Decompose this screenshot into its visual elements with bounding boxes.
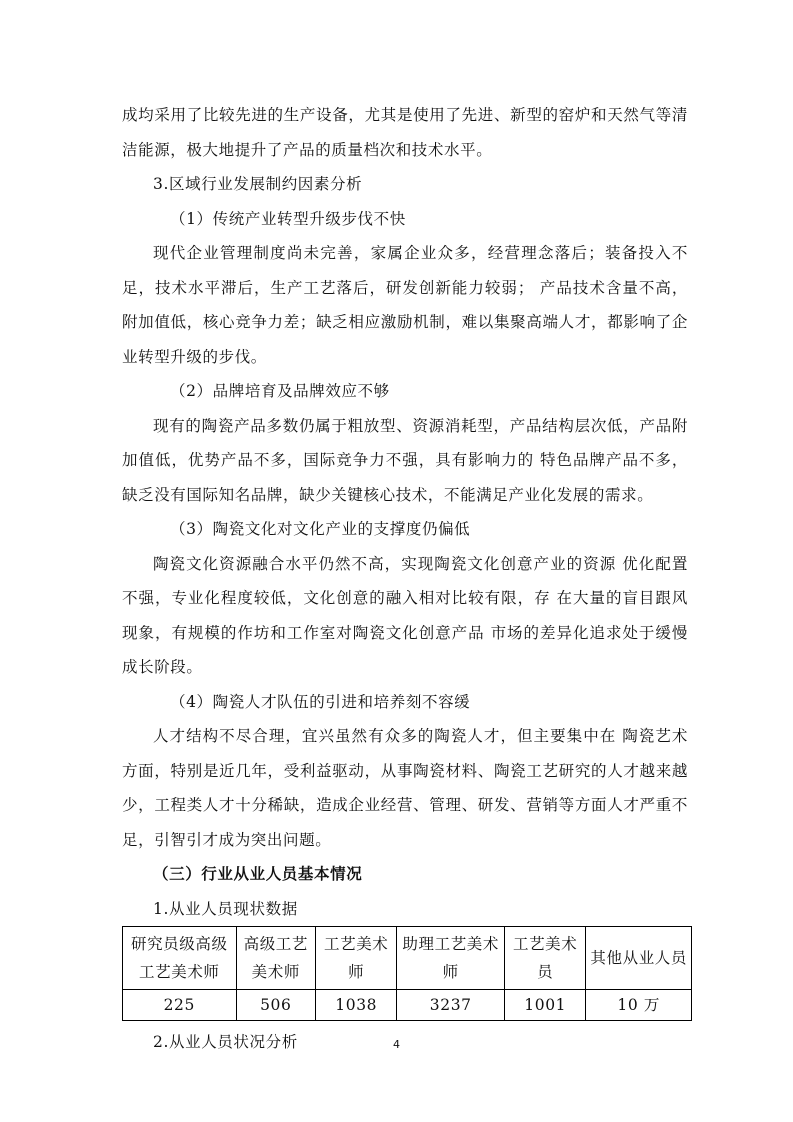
table-header-cell: 工艺美术员 — [504, 927, 585, 990]
page-content — [122, 98, 688, 1060]
paragraph-brand: 现有的陶瓷产品多数仍属于粗放型、资源消耗型，产品结构层次低，产品附加值低，优势产品不多，国际竞争力不强，具有影响力的 特色品牌产品不多，缺乏没有国际知名品牌，缺少关键核心技术，不能满足产业化发展的需求。 — [122, 416, 688, 504]
table-value-cell: 3237 — [397, 990, 505, 1021]
paragraph-transformation: 现代企业管理制度尚未完善，家属企业众多，经营理念落后；装备投入不足，技术水平滞后，生产工艺落后，研发创新能力较弱； 产品技术含量不高，附加值低，核心竞争力差；缺乏相应激励机制，难以集聚高端人才，都影响了企业转型升级的步伐。 — [122, 244, 688, 366]
table-row — [123, 990, 692, 1021]
paragraph-culture: 陶瓷文化资源融合水平仍然不高，实现陶瓷文化创意产业的资源 优化配置不强，专业化程度较低，文化创意的融入相对比较有限，存 在大量的盲目跟风现象，有规模的作坊和工作室对陶瓷文化创意产品 市场的差异化追求处于缓慢成长阶段。 — [122, 554, 688, 676]
heading-brand: （2）品牌培育及品牌效应不够 — [170, 382, 390, 400]
heading-talent: （4）陶瓷人才队伍的引进和培养刻不容缓 — [170, 692, 471, 711]
table-header-cell: 工艺美术师 — [316, 927, 397, 990]
paragraph-talent: 人才结构不尽合理，宜兴虽然有众多的陶瓷人才，但主要集中在 陶瓷艺术方面，特别是近几年，受利益驱动，从事陶瓷材料、陶瓷工艺研究的人才越来越少，工程类人才十分稀缺，造成企业经营、管理、研发、营销等方面人才严重不足，引智引才成为突出问题。 — [122, 727, 688, 849]
table-header-cell: 其他从业人员 — [586, 927, 692, 990]
table-header-cell: 助理工艺美术师 — [397, 927, 505, 990]
heading-staff-data: 1.从业人员现状数据 — [153, 899, 298, 918]
table-value-cell: 1038 — [316, 990, 397, 1021]
table-header-cell: 高级工艺美术师 — [236, 927, 315, 990]
heading-staff-analysis: 2.从业人员状况分析 — [153, 1033, 298, 1051]
paragraph-continuation: 成均采用了比较先进的生产设备，尤其是使用了先进、新型的窑炉和天然气等清洁能源，极大地提升了产品的质量档次和技术水平。 — [122, 106, 688, 159]
table-value-cell: 10 万 — [586, 990, 692, 1021]
heading-culture: （3）陶瓷文化对文化产业的支撑度仍偏低 — [170, 520, 471, 538]
table-header-cell: 研究员级高级工艺美术师 — [123, 927, 237, 990]
heading-transformation: （1）传统产业转型升级步伐不快 — [170, 209, 406, 228]
page-number: 4 — [393, 1038, 400, 1051]
section-heading-staff: （三）行业从业人员基本情况 — [153, 864, 363, 883]
table-value-cell: 506 — [236, 990, 315, 1021]
staff-data-table — [122, 926, 692, 1021]
heading-constraints: 3.区域行业发展制约因素分析 — [153, 175, 363, 193]
table-value-cell: 225 — [123, 990, 237, 1021]
table-header-row — [123, 927, 692, 990]
table-value-cell: 1001 — [504, 990, 585, 1021]
